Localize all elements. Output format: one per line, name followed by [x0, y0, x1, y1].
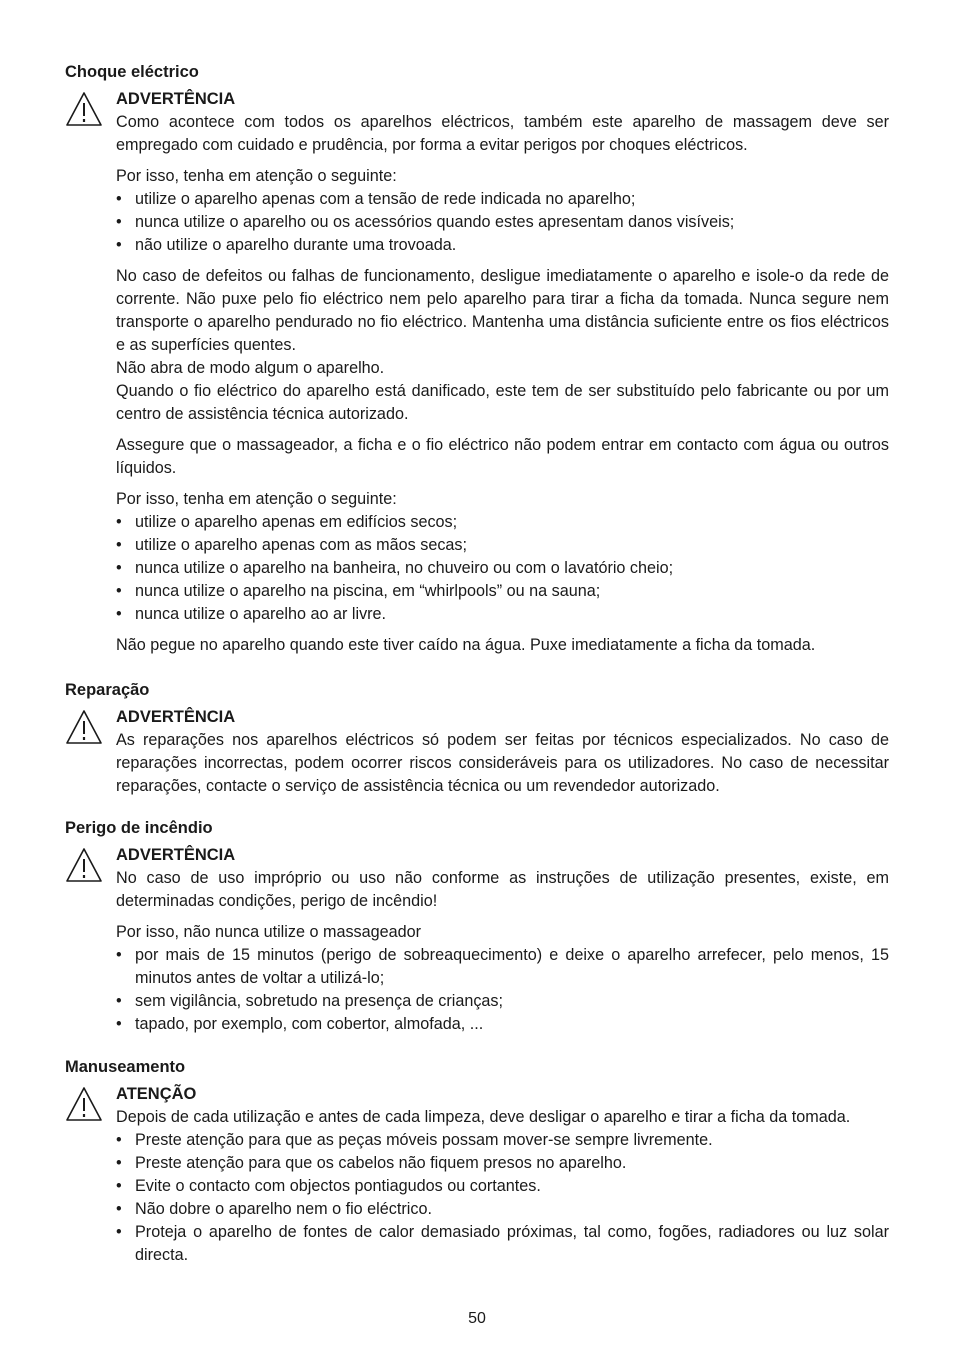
list-item: • Proteja o aparelho de fontes de calor demasiado próximas, tal como, fogões, radiadores ou luz solar directa. — [116, 1221, 889, 1267]
list-item: • tapado, por exemplo, com cobertor, almofada, ... — [116, 1013, 889, 1036]
warning-text: Como acontece com todos os aparelhos eléctricos, também este aparelho de massagem deve ser empregado com cuidado e prudência, por forma a evitar perigos por choques eléctricos. — [116, 113, 889, 154]
bullet-list — [116, 1129, 889, 1267]
warning-heading: ADVERTÊNCIA — [116, 90, 236, 108]
list-item: • utilize o aparelho apenas em edifícios secos; — [116, 511, 889, 534]
warning-heading: ADVERTÊNCIA — [116, 846, 236, 864]
warning-triangle-icon — [65, 709, 103, 745]
bullet-list — [116, 511, 889, 626]
list-item: • sem vigilância, sobretudo na presença de crianças; — [116, 990, 889, 1013]
paragraph: Não abra de modo algum o aparelho. — [116, 359, 385, 377]
section-title-repair: Reparação — [65, 681, 150, 699]
list-item: • utilize o aparelho apenas com as mãos secas; — [116, 534, 889, 557]
section-handling — [116, 1083, 889, 1267]
caution-heading: ATENÇÃO — [116, 1085, 197, 1103]
section-title-handling: Manuseamento — [65, 1058, 186, 1076]
section-electric-shock — [116, 88, 889, 657]
lead-text: Por isso, tenha em atenção o seguinte: — [116, 167, 397, 185]
list-item: • nunca utilize o aparelho ou os acessórios quando estes apresentam danos visíveis; — [116, 211, 889, 234]
section-repair — [116, 706, 889, 798]
list-item: • nunca utilize o aparelho na banheira, no chuveiro ou com o lavatório cheio; — [116, 557, 889, 580]
list-item: • nunca utilize o aparelho ao ar livre. — [116, 603, 889, 626]
list-item: • Preste atenção para que os cabelos não fiquem presos no aparelho. — [116, 1152, 889, 1175]
warning-triangle-icon — [65, 847, 103, 883]
section-title-electric-shock: Choque eléctrico — [65, 63, 199, 81]
lead-text: Por isso, não nunca utilize o massageador — [116, 923, 422, 941]
list-item: • não utilize o aparelho durante uma trovoada. — [116, 234, 889, 257]
lead-text: Por isso, tenha em atenção o seguinte: — [116, 490, 397, 508]
warning-text: No caso de uso impróprio ou uso não conforme as instruções de utilização presentes, existe, em determinadas condições, perigo de incêndio! — [116, 869, 889, 910]
list-item: • utilize o aparelho apenas com a tensão de rede indicada no aparelho; — [116, 188, 889, 211]
paragraph: Não pegue no aparelho quando este tiver caído na água. Puxe imediatamente a ficha da tomada. — [116, 636, 816, 654]
bullet-list — [116, 188, 889, 257]
caution-text: Depois de cada utilização e antes de cada limpeza, deve desligar o aparelho e tirar a ficha da tomada. — [116, 1108, 851, 1126]
section-fire-hazard — [116, 844, 889, 1036]
list-item: • Preste atenção para que as peças móveis possam mover-se sempre livremente. — [116, 1129, 889, 1152]
paragraph: Assegure que o massageador, a ficha e o fio eléctrico não podem entrar em contacto com água ou outros líquidos. — [116, 436, 889, 477]
list-item: • nunca utilize o aparelho na piscina, em “whirlpools” ou na sauna; — [116, 580, 889, 603]
page-number: 50 — [468, 1310, 486, 1327]
bullet-list — [116, 944, 889, 1036]
section-title-fire-hazard: Perigo de incêndio — [65, 819, 213, 837]
warning-triangle-icon — [65, 91, 103, 127]
paragraph: No caso de defeitos ou falhas de funcionamento, desligue imediatamente o aparelho e isole-o da rede de corrente. Não puxe pelo fio eléctrico nem pelo aparelho para tirar a ficha da tomada. Nunca segure nem transporte o aparelho pendurado no fio eléctrico. Mantenha uma distância suficiente entre os fios eléctricos e as superfícies quentes. — [116, 267, 889, 354]
warning-triangle-icon — [65, 1086, 103, 1122]
warning-heading: ADVERTÊNCIA — [116, 708, 236, 726]
paragraph: Quando o fio eléctrico do aparelho está danificado, este tem de ser substituído pelo fabricante ou por um centro de assistência técnica autorizado. — [116, 382, 889, 423]
list-item: • por mais de 15 minutos (perigo de sobreaquecimento) e deixe o aparelho arrefecer, pelo menos, 15 minutos antes de voltar a utilizá-lo; — [116, 944, 889, 990]
warning-text: As reparações nos aparelhos eléctricos só podem ser feitas por técnicos especializados. No caso de reparações incorrectas, podem ocorrer riscos consideráveis para os utilizadores. No caso de necessitar reparações, contacte o serviço de assistência técnica ou um revendedor autorizado. — [116, 731, 889, 795]
list-item: • Evite o contacto com objectos pontiagudos ou cortantes. — [116, 1175, 889, 1198]
list-item: • Não dobre o aparelho nem o fio eléctrico. — [116, 1198, 889, 1221]
